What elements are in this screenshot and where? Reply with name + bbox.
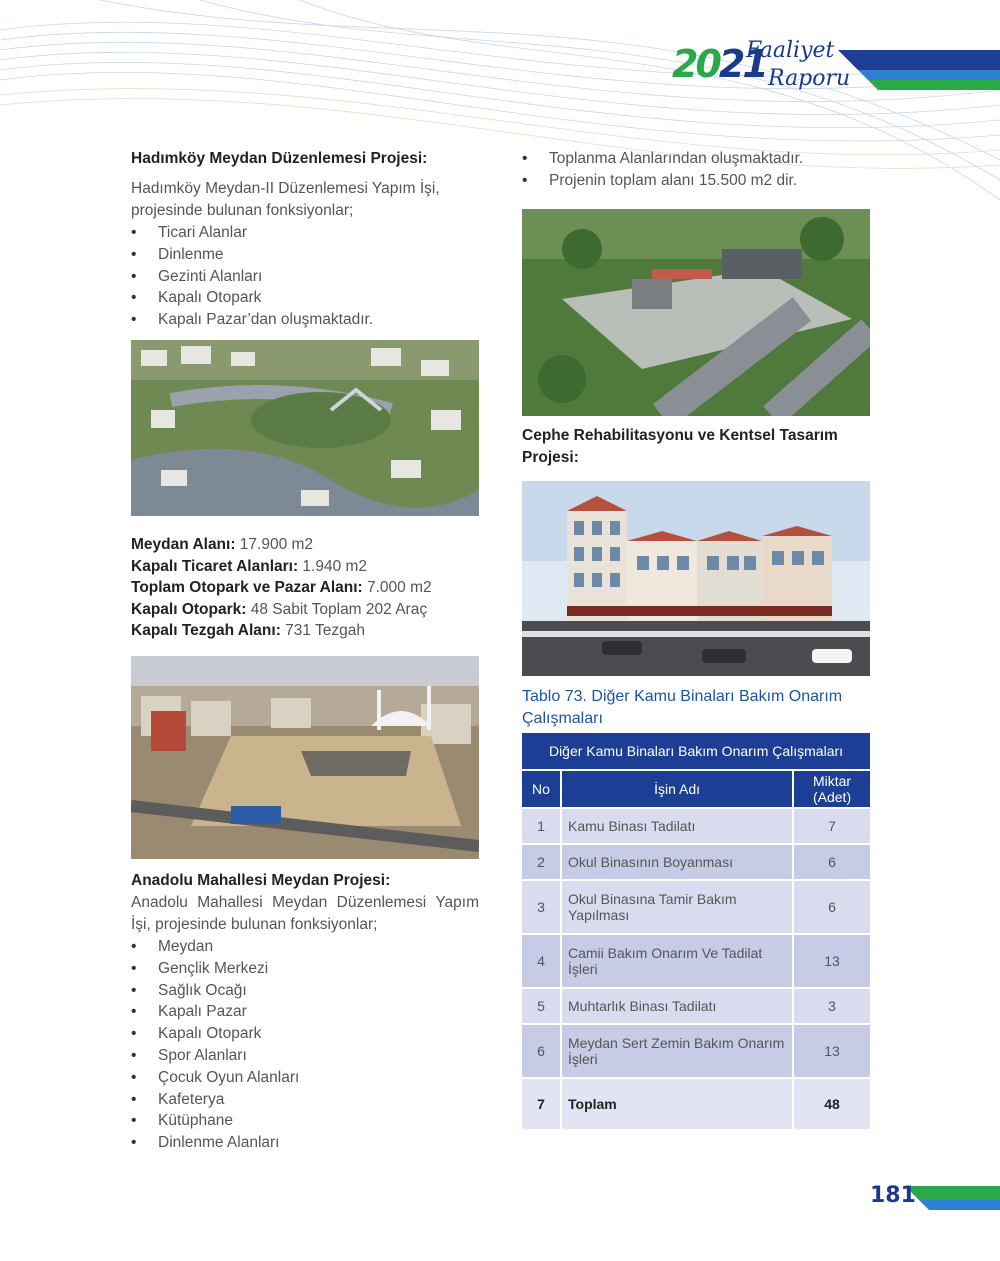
list-item: • Gençlik Merkezi — [131, 958, 479, 980]
cell-qty: 13 — [794, 935, 870, 987]
footer-stripe-decoration — [905, 1186, 1000, 1210]
cell-name: Camii Bakım Onarım Ve Tadilat İşleri — [560, 935, 794, 987]
table-row — [522, 881, 870, 933]
hadimkoy-stats — [131, 534, 491, 642]
table-row — [522, 989, 870, 1023]
anadolu-title: Anadolu Mahallesi Meydan Projesi: — [131, 872, 391, 889]
stat-otopark-pazar: Toplam Otopark ve Pazar Alanı: 7.000 m2 — [131, 579, 432, 597]
cell-no: 1 — [522, 809, 560, 843]
col-header-is-adi: İşin Adı — [560, 771, 794, 807]
table-caption: Tablo 73. Diğer Kamu Binaları Bakım Onarım Çalışmaları — [522, 688, 843, 727]
cell-qty: 3 — [794, 989, 870, 1023]
maintenance-table — [522, 731, 870, 1131]
stat-meydan-alani: Meydan Alanı: 17.900 m2 — [131, 536, 314, 553]
cell-no: 6 — [522, 1025, 560, 1077]
list-item: • Kapalı Pazar — [131, 1001, 479, 1023]
cell-qty: 6 — [794, 881, 870, 933]
anadolu-intro: Anadolu Mahallesi Meydan Düzenlemesi Yapım İşi, projesinde bulunan fonksiyonlar; — [131, 894, 479, 933]
hadimkoy-intro: Hadımköy Meydan-II Düzenlemesi Yapım İşi, projesinde bulunan fonksiyonlar; — [131, 180, 440, 219]
cell-qty: 6 — [794, 845, 870, 879]
square-render-image — [522, 209, 870, 416]
list-item: • Spor Alanları — [131, 1045, 479, 1067]
anadolu-section — [131, 870, 479, 1154]
cell-name: Okul Binasına Tamir Bakım Yapılması — [560, 881, 794, 933]
table-row — [522, 1025, 870, 1077]
cell-no: 4 — [522, 935, 560, 987]
list-item: • Sağlık Ocağı — [131, 980, 479, 1002]
stat-kapali-otopark: Kapalı Otopark: 48 Sabit Toplam 202 Araç — [131, 600, 428, 618]
total-cell-name: Toplam — [560, 1079, 794, 1129]
page-number: 181 — [870, 1183, 916, 1208]
cell-qty: 7 — [794, 809, 870, 843]
hadimkoy-continued-list — [522, 148, 870, 192]
report-logo — [672, 38, 872, 108]
cell-name: Kamu Binası Tadilatı — [560, 809, 794, 843]
left-column — [131, 148, 479, 331]
anadolu-construction-photo — [131, 656, 479, 859]
table-row — [522, 935, 870, 987]
facade-render-image — [522, 481, 870, 676]
list-item: • Dinlenme — [131, 244, 479, 266]
list-item: • Ticari Alanlar — [131, 222, 479, 244]
logo-word-raporu: Raporu — [768, 66, 851, 91]
col-header-miktar: Miktar (Adet) — [794, 771, 870, 807]
hadimkoy-render-image — [131, 340, 479, 516]
list-item: • Kütüphane — [131, 1110, 479, 1132]
list-item: • Kafeterya — [131, 1089, 479, 1111]
list-item: • Projenin toplam alanı 15.500 m2 dir. — [522, 170, 870, 192]
col-header-no: No — [522, 771, 560, 807]
list-item: • Kapalı Pazar’dan oluşmaktadır. — [131, 309, 479, 331]
stat-kapali-tezgah: Kapalı Tezgah Alanı: 731 Tezgah — [131, 622, 366, 640]
cell-name: Muhtarlık Binası Tadilatı — [560, 989, 794, 1023]
table-row — [522, 845, 870, 879]
cell-qty: 13 — [794, 1025, 870, 1077]
list-item: • Toplanma Alanlarından oluşmaktadır. — [522, 148, 870, 170]
logo-year-b: 21 — [718, 42, 766, 86]
table-total-row — [522, 1079, 870, 1129]
cell-no: 5 — [522, 989, 560, 1023]
logo-year-a: 20 — [672, 42, 719, 86]
hadimkoy-title: Hadımköy Meydan Düzenlemesi Projesi: — [131, 150, 428, 167]
list-item: • Meydan — [131, 936, 479, 958]
right-column — [522, 148, 870, 192]
list-item: • Gezinti Alanları — [131, 266, 479, 288]
cell-name: Meydan Sert Zemin Bakım Onarım İşleri — [560, 1025, 794, 1077]
stat-kapali-ticaret: Kapalı Ticaret Alanları: 1.940 m2 — [131, 557, 368, 575]
list-item: • Kapalı Otopark — [131, 287, 479, 309]
table-title: Diğer Kamu Binaları Bakım Onarım Çalışmaları — [522, 733, 870, 769]
list-item: • Dinlenme Alanları — [131, 1132, 479, 1154]
total-cell-no: 7 — [522, 1079, 560, 1129]
anadolu-function-list — [131, 936, 479, 1154]
table-row — [522, 809, 870, 843]
cephe-title: Cephe Rehabilitasyonu ve Kentsel Tasarım Projesi: — [522, 427, 838, 466]
cell-no: 3 — [522, 881, 560, 933]
total-cell-qty: 48 — [794, 1079, 870, 1129]
logo-word-faaliyet: Faaliyet — [746, 38, 835, 63]
cell-no: 2 — [522, 845, 560, 879]
list-item: • Çocuk Oyun Alanları — [131, 1067, 479, 1089]
list-item: • Kapalı Otopark — [131, 1023, 479, 1045]
cell-name: Okul Binasının Boyanması — [560, 845, 794, 879]
hadimkoy-function-list — [131, 222, 479, 331]
